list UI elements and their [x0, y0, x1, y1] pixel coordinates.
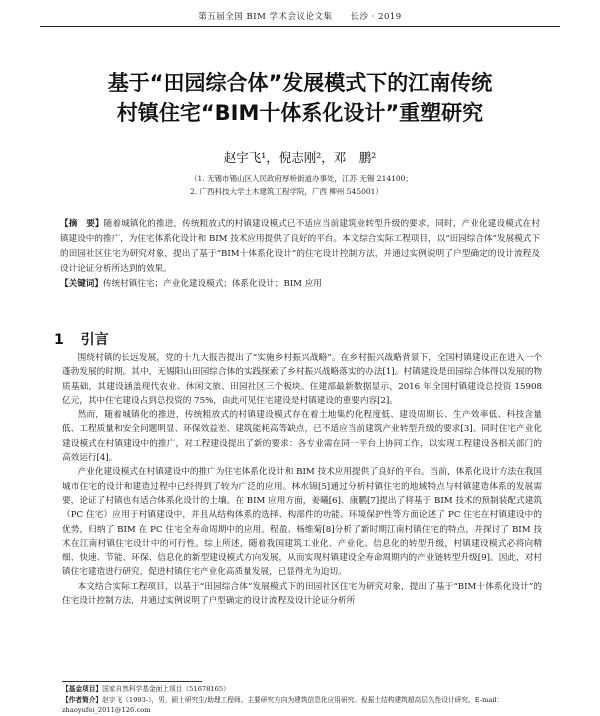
header-rule: [40, 26, 560, 27]
paper-title: [40, 68, 560, 128]
keywords-label: 【关键词】: [60, 279, 103, 289]
running-header: 第五届全国 BIM 学术会议论文集 长沙 · 2019: [198, 12, 402, 22]
footnote-fund: [62, 684, 542, 695]
affiliation-2: 2. 广西科技大学土木建筑工程学院，广西 柳州 545001）: [190, 187, 383, 196]
body-paragraph: 然而，随着城镇化的推进，传统粗放式的村镇建设模式存在着土地集约化程度低、建设周期长、生产效率低、科技含量低、工程质量和安全问题明显、环保效益差、建筑能耗高等缺点，已不适应当前建筑产业转型升级的要求[3]。同时住宅产业化建设模式在村镇建设中的推广，对工程建设提出了新的要求：各专业需在同一平台上协同工作，以实现工程建设各相关部门的高效运行[4]。: [62, 410, 542, 464]
footnotes: [62, 684, 542, 716]
abstract: [60, 217, 540, 292]
body-paragraph: 本文结合实际工程项目，以基于“田园综合体”发展模式下的田园社区住宅为研究对象，提出了基于“BIM十体系化设计”的住宅设计控制方法，并通过实例说明了户型确定的设计流程及设计论证分析所: [62, 581, 542, 607]
section-number: 1: [54, 332, 64, 348]
affiliation-1: （1. 无锡市锡山区人民政府厚桥街道办事处，江苏 无锡 214100；: [190, 174, 413, 183]
keywords-text: 传统村镇住宅；产业化建设模式；体系化设计；BIM 应用: [102, 279, 322, 289]
abstract-paragraph: [60, 217, 540, 277]
footnote-fund-text: 国家自然科学基金面上项目（51678165）: [102, 685, 230, 693]
body-text: [62, 351, 542, 608]
body-paragraph: 围绕村镇的长远发展，党的十九大报告提出了“实施乡村振兴战略”。在乡村振兴战略背景下，全国村镇建设正在进入一个蓬勃发展的时期。其中，无锡阳山田园综合体的实践探索了乡村振兴战略落实的办法[1]。村镇建设是田园综合体得以发展的物质基础，其建设涵盖现代农业、休闲文旅、田园社区三个板块。住建部最新数据显示，2016 年全国村镇建设总投资 15908 亿元，其中住宅建设占到总投资的 75%，由此可见住宅建设是村镇建设的重要内容[2]。: [62, 353, 542, 406]
footnote-rule: [62, 681, 202, 682]
affiliations: [190, 172, 510, 198]
title-line-1: 基于“田园综合体”发展模式下的江南传统: [107, 71, 493, 95]
section-title: 引言: [80, 332, 109, 348]
footnote-author: [62, 695, 542, 716]
footnote-author-label: 【作者简介】: [62, 695, 103, 704]
abstract-label: 【摘 要】: [60, 219, 104, 229]
footnote-fund-label: 【基金项目】: [62, 685, 103, 693]
body-paragraph: 产业化建设模式在村镇建设中的推广为住宅体系化设计和 BIM 技术应用提供了良好的平台。当前，体系化设计方法在我国城市住宅的设计和建造过程中已经得到了较为广泛的应用。林水锦[5]通过分析村镇住宅的地域特点与村镇建造体系的发展需要，论证了村镇也有适合体系化设计的土壤。在 BIM 应用方面，姜曦[6]、康鹏[7]提出了将基于 BIM 技术的预制装配式建筑（PC 住宅）应用于村镇建设中，并且从结构体系的选择、构部件的功能、环境保护性等方面论述了 PC 住宅在村镇建设中的优势，归纳了 BIM 在 PC 住宅全寿命周期中的应用。程盈、杨维菊[8]分析了新时期江南村镇住宅的特点，并探讨了 BIM 技术在江南村镇住宅设计中的可行性。综上所述，随着我国建筑工业化、产业化、信息化的转型升级，村镇建设模式必将向精细、快速、节能、环保、信息化的新型建设模式方向发展，从而实现村镇建设全寿命周期内的产业链转型升级[9]。因此，对村镇住宅建造进行研究，促进村镇住宅产业化高质量发展，已显得尤为迫切。: [62, 467, 542, 578]
title-line-2: 村镇住宅“BIM十体系化设计”重塑研究: [116, 101, 484, 125]
section-heading: [54, 329, 109, 349]
keywords: [60, 277, 540, 292]
abstract-text: 随着城镇化的推进，传统粗放式的村镇建设模式已不适应当前建筑业转型升级的要求，同时，产业化建设模式在村镇建设中的推广，为住宅体系化设计和 BIM 技术应用提供了良好的平台。本文综合实际工程项目，以“田园综合体”发展模式下的田园社区住宅为研究对象，提出了基于“BIM十体系化设计”的住宅设计控制方法，并通过实例说明了户型确定的设计流程及设计论证分析所达到的效果。: [60, 219, 540, 274]
footnote-author-text: 赵宇飞（1993-），男，硕士研究生/助理工程师。主要研究方向为建筑信息化应用研究。倪振土结构建筑超高层久性设计研究。E-mail：zhaoyufei_2011@126.com: [62, 695, 504, 714]
authors: 赵宇飞¹，倪志刚²，邓 鹏²: [223, 150, 377, 165]
